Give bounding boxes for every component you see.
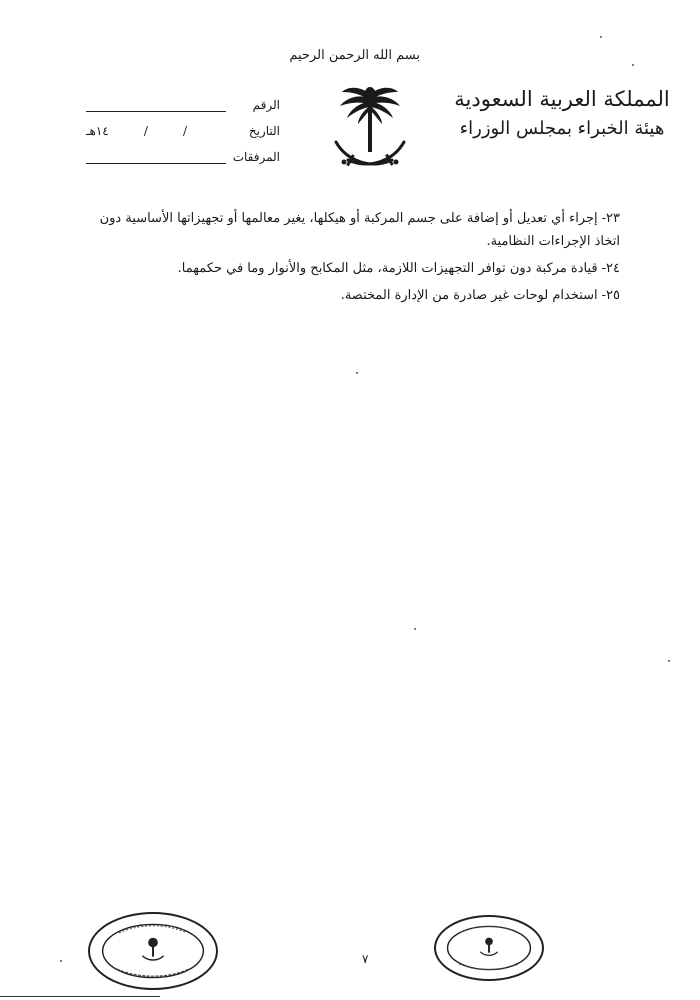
document-body xyxy=(80,207,620,311)
official-seal-stamp-icon xyxy=(434,915,544,981)
official-seal-stamp-icon xyxy=(88,912,218,990)
scan-speck xyxy=(600,36,602,38)
list-item xyxy=(80,284,620,307)
saudi-emblem-palm-swords-icon xyxy=(330,80,410,180)
page-number: ٧ xyxy=(362,952,369,966)
date-separator: / xyxy=(183,124,188,138)
date-suffix: ١٤هـ xyxy=(86,124,109,138)
organization-header xyxy=(452,84,672,144)
number-label: الرقم xyxy=(252,98,280,112)
reference-fields xyxy=(70,86,280,164)
attachments-label: المرفقات xyxy=(232,150,280,164)
item-text: إجراء أي تعديل أو إضافة على جسم المركبة أو هيكلها، يغير معالمها أو تجهيزاتها الأساسية دون اتخاذ الإجراءات النظامية. xyxy=(99,211,620,249)
item-text: استخدام لوحات غير صادرة من الإدارة المختصة. xyxy=(340,288,598,303)
number-blank-line xyxy=(86,99,226,112)
date-field xyxy=(70,112,280,138)
org-department: هيئة الخبراء بمجلس الوزراء xyxy=(459,118,665,139)
item-number: ٢٣- xyxy=(601,211,620,226)
item-number: ٢٤- xyxy=(601,261,620,276)
scan-speck xyxy=(632,64,634,66)
attachments-blank-line xyxy=(86,151,226,164)
date-blank xyxy=(86,124,226,138)
bottom-rule xyxy=(0,996,160,997)
basmala: بسم الله الرحمن الرحيم xyxy=(289,48,420,63)
date-label: التاريخ xyxy=(248,124,280,138)
scan-speck xyxy=(356,372,358,374)
org-name: المملكة العربية السعودية xyxy=(454,87,670,111)
scan-speck xyxy=(60,960,62,962)
scan-speck xyxy=(668,660,670,662)
date-separator: / xyxy=(143,124,148,138)
item-number: ٢٥- xyxy=(601,288,620,303)
list-item xyxy=(80,207,620,253)
scan-speck xyxy=(414,628,416,630)
list-item xyxy=(80,257,620,280)
item-text: قيادة مركبة دون توافر التجهيزات اللازمة، مثل المكابح والأنوار وما في حكمهما. xyxy=(177,261,598,276)
attachments-field xyxy=(70,138,280,164)
number-field xyxy=(70,86,280,112)
